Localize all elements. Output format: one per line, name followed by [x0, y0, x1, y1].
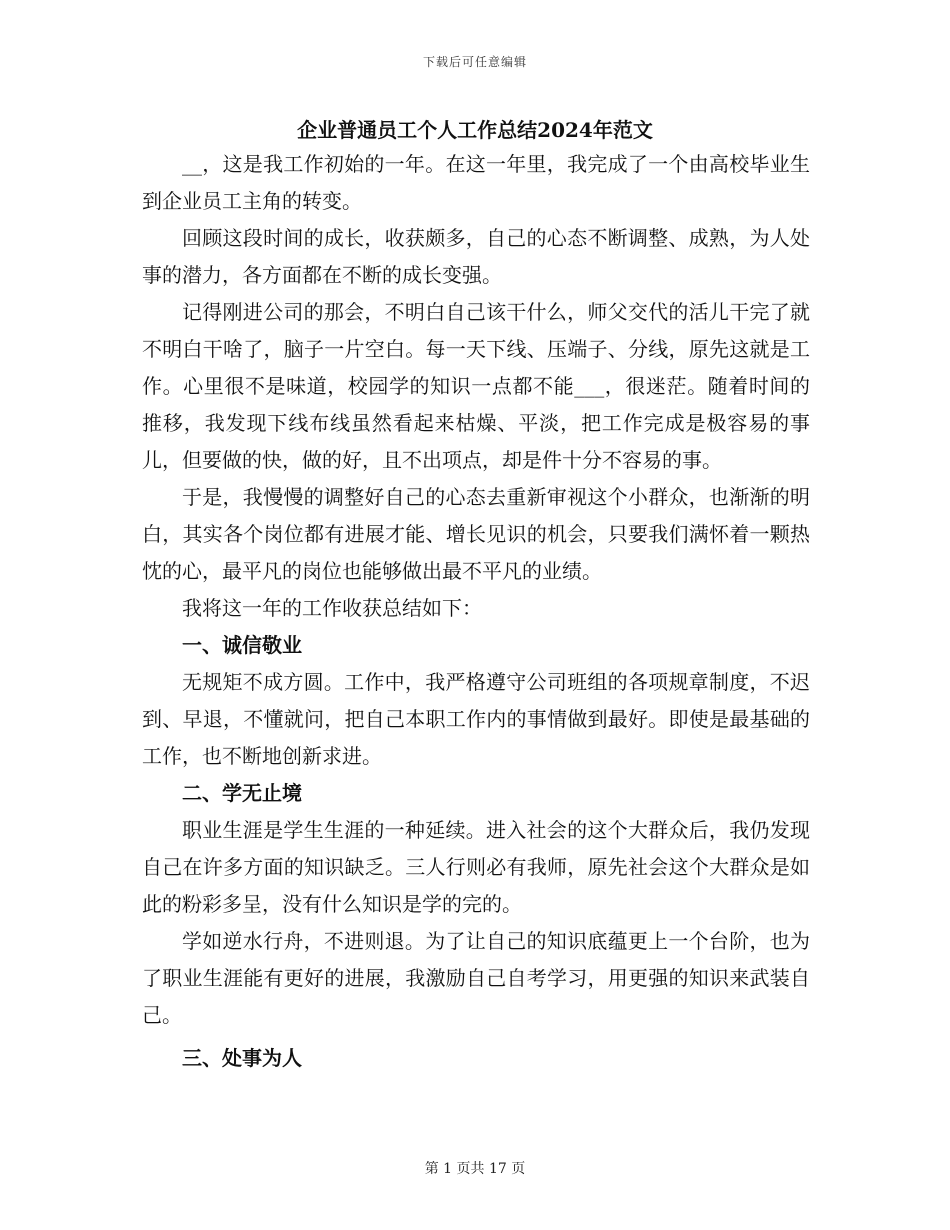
section-heading-learning: 二、学无止境: [182, 781, 302, 805]
paragraph-learning-2: 学如逆水行舟，不进则退。为了让自己的知识底蕴更上一个台阶，也为了职业生涯能有更好的进展，我激励自己自考学习，用更强的知识来武装自己。: [142, 929, 810, 1027]
paragraph-memory: 记得刚进公司的那会，不明白自己该干什么，师父交代的活儿干完了就不明白干啥了，脑子一片空白。每一天下线、压端子、分线，原先这就是工作。心里很不是味道，校园学的知识一点都不能___，很迷茫。随着时间的推移，我发现下线布线虽然看起来枯燥、平淡，把工作完成是极容易的事儿，但要做的快，做的好，且不出项点，却是件十分不容易的事。: [142, 300, 810, 472]
page-number-footer: 第 1 页共 17 页: [424, 1161, 526, 1177]
paragraph-intro: __，这是我工作初始的一年。在这一年里，我完成了一个由高校毕业生到企业员工主角的转变。: [142, 152, 810, 213]
paragraph-adjustment: 于是，我慢慢的调整好自己的心态去重新审视这个小群众，也渐渐的明白，其实各个岗位都有进展才能、增长见识的机会，只要我们满怀着一颗热忱的心，最平凡的岗位也能够做出最不平凡的业绩。: [142, 485, 810, 583]
paragraph-learning-1: 职业生涯是学生生涯的一种延续。进入社会的这个大群众后，我仍发现自己在许多方面的知识缺乏。三人行则必有我师，原先社会这个大群众是如此的粉彩多呈，没有什么知识是学的完的。: [142, 818, 810, 916]
section-heading-conduct: 三、处事为人: [182, 1046, 302, 1070]
paragraph-integrity: 无规矩不成方圆。工作中，我严格遵守公司班组的各项规章制度，不迟到、早退，不懂就问，把自己本职工作内的事情做到最好。即使是最基础的工作，也不断地创新求进。: [142, 670, 810, 768]
document-title: 企业普通员工个人工作总结2024年范文: [297, 118, 653, 142]
paragraph-review: 回顾这段时间的成长，收获颇多，自己的心态不断调整、成熟，为人处事的潜力，各方面都在不断的成长变强。: [142, 226, 810, 287]
document-body: [142, 146, 810, 1077]
section-heading-integrity: 一、诚信敬业: [182, 633, 302, 657]
paragraph-summary-lead: 我将这一年的工作收获总结如下：: [182, 596, 482, 620]
page-header-note: 下载后可任意编辑: [422, 55, 527, 69]
